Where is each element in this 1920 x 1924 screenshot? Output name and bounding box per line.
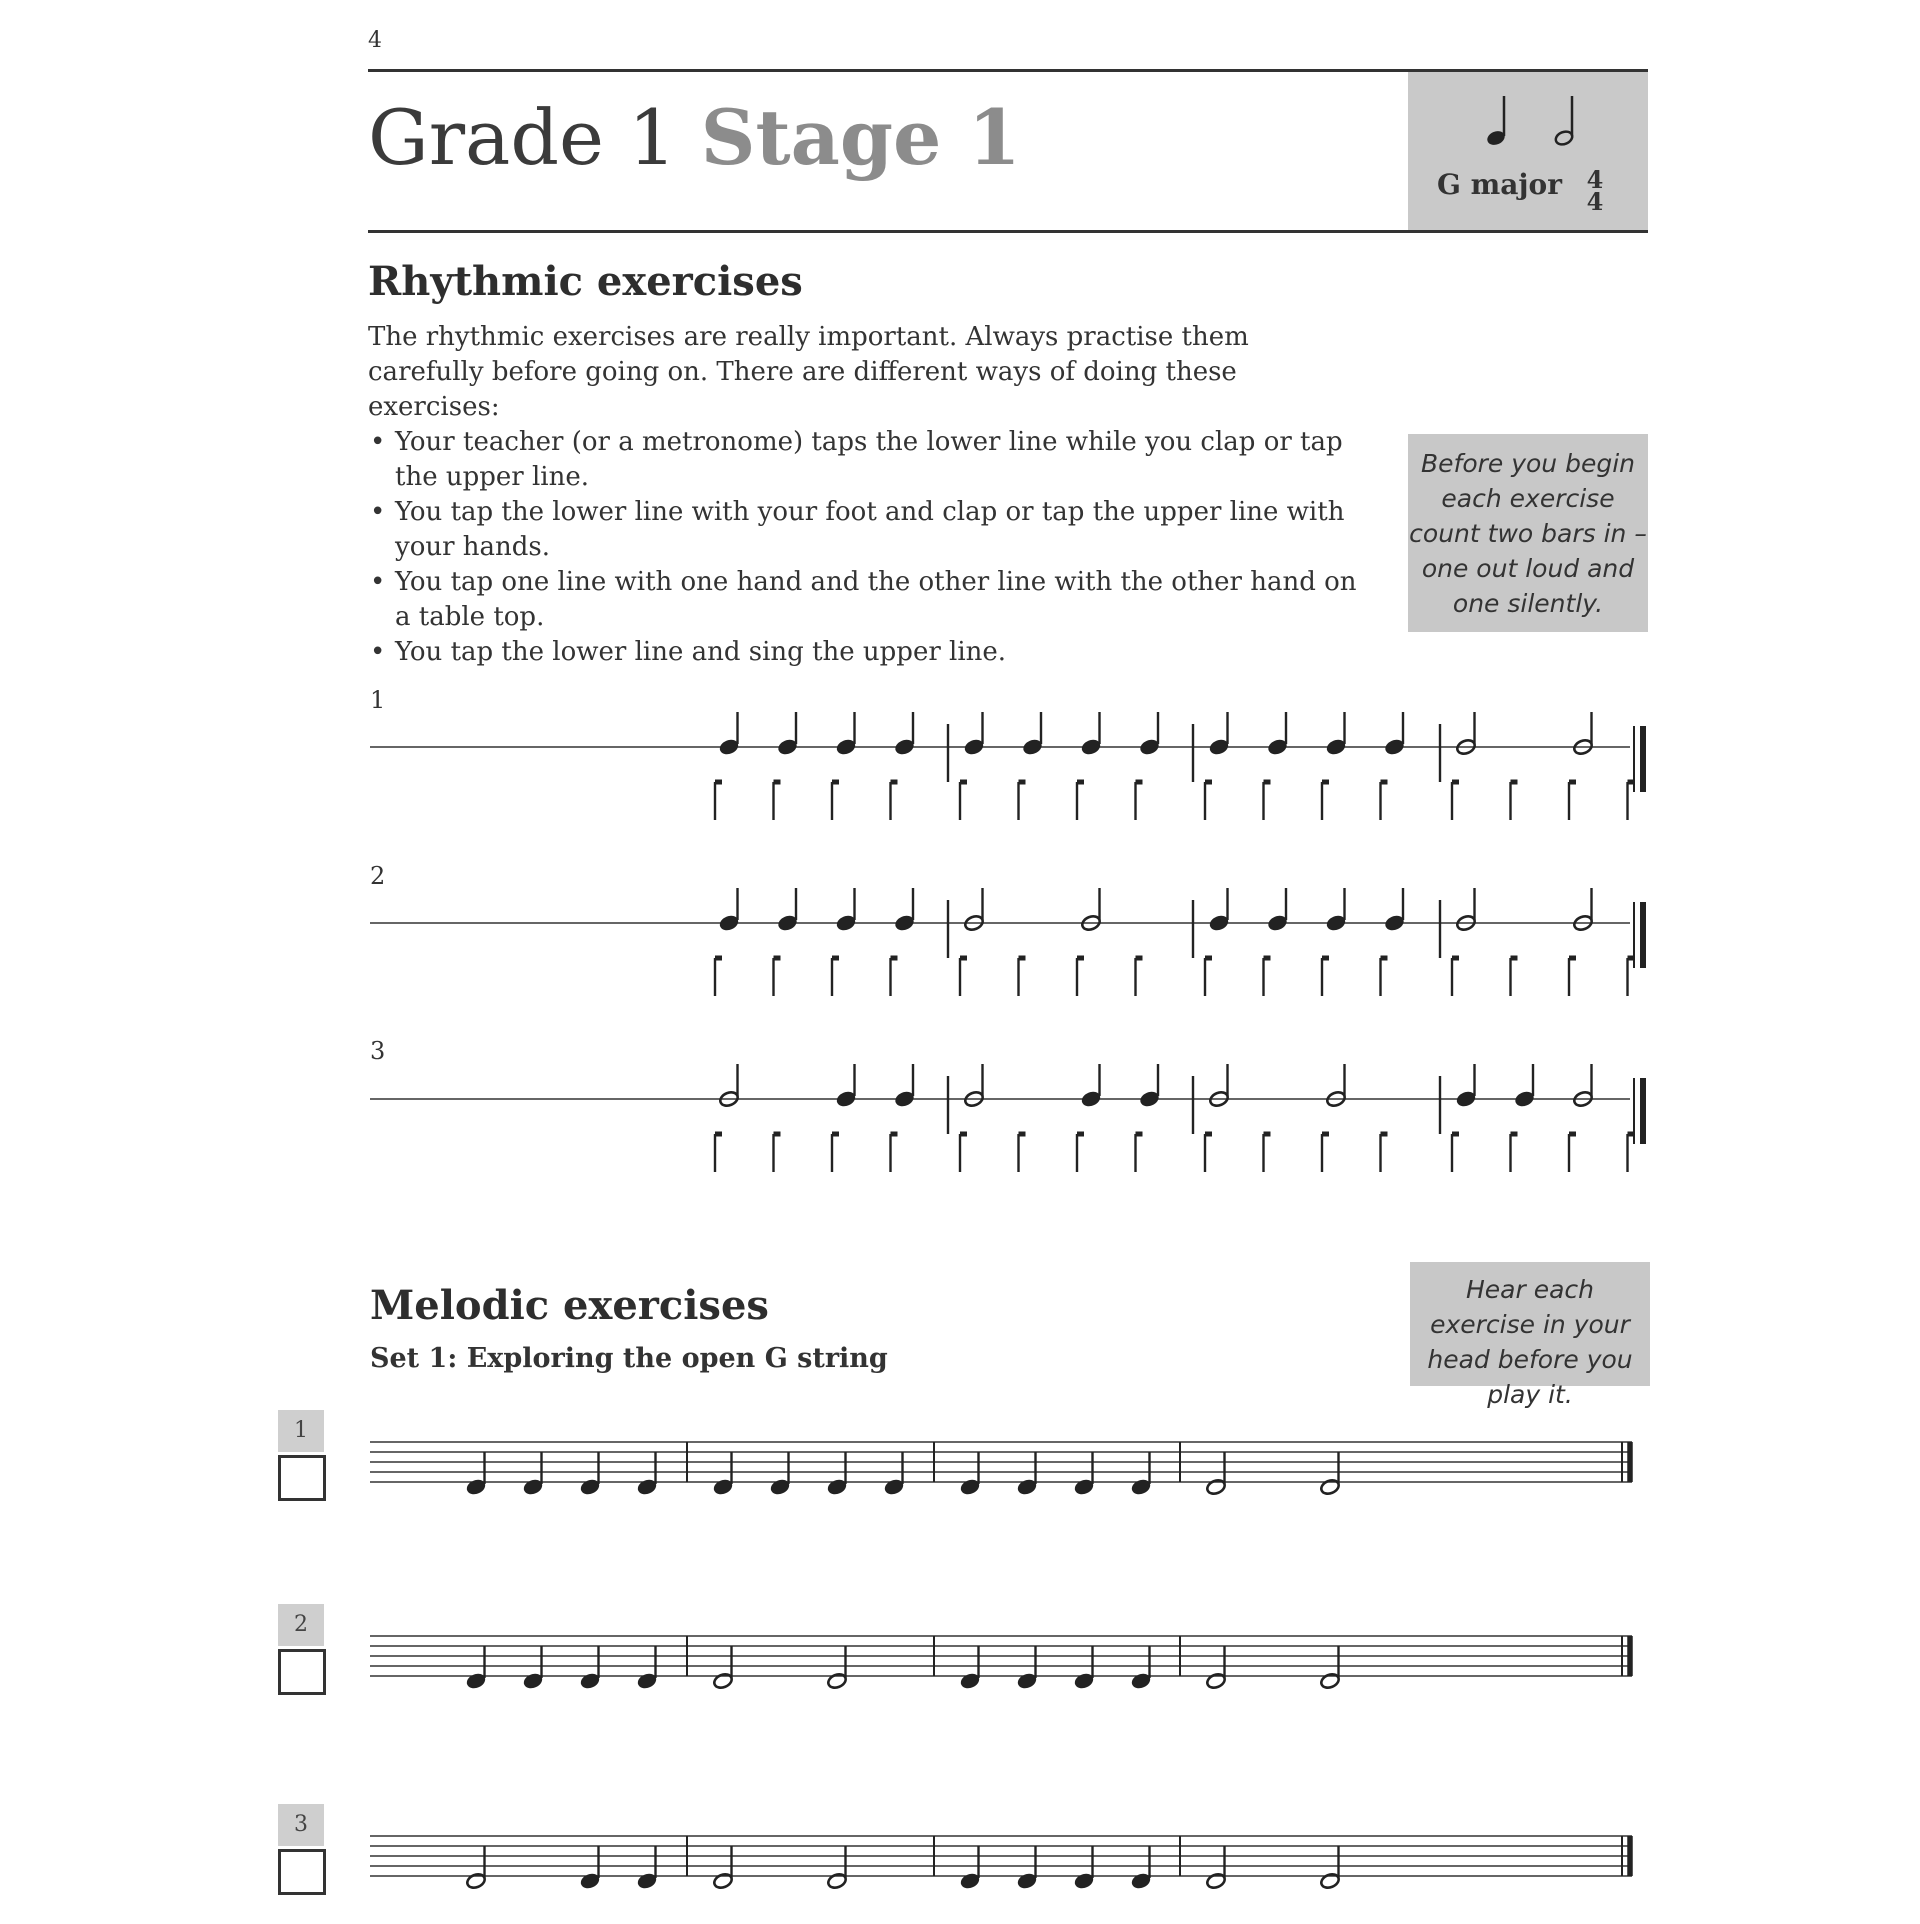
rhythmic-heading: Rhythmic exercises xyxy=(368,258,803,305)
crotchet-note xyxy=(1073,1846,1096,1891)
time-sig-bottom: 4 xyxy=(1586,187,1604,216)
pulse-beat xyxy=(832,782,839,820)
pulse-beat xyxy=(1511,782,1518,820)
practice-checkbox[interactable] xyxy=(278,1849,326,1895)
crotchet-note xyxy=(1383,712,1406,757)
crotchet-note xyxy=(1266,888,1289,933)
rhythmic-bullet: • You tap one line with one hand and the other line with the other hand on a table top. xyxy=(368,565,1358,635)
crotchet-note xyxy=(963,712,986,757)
crotchet-note xyxy=(718,888,741,933)
header-bottom-rule xyxy=(368,230,1648,233)
pulse-beat xyxy=(1205,1134,1212,1172)
page-number: 4 xyxy=(368,28,382,53)
minim-note xyxy=(1205,1452,1226,1496)
rhythm-exercise-1 xyxy=(370,700,1650,830)
crotchet-note xyxy=(1130,1846,1153,1891)
minim-note xyxy=(712,1646,733,1690)
melodic-exercise-number: 1 xyxy=(278,1410,324,1452)
pulse-beat xyxy=(1569,782,1576,820)
minim-note xyxy=(465,1846,486,1890)
crotchet-note xyxy=(1208,888,1231,933)
pulse-beat xyxy=(774,958,781,996)
minim-note xyxy=(1205,1646,1226,1690)
crotchet-note xyxy=(465,1452,488,1497)
rhythmic-bullet: • Your teacher (or a metronome) taps the lower line while you clap or tap the upper line. xyxy=(368,425,1358,495)
pulse-beat xyxy=(1452,782,1459,820)
minim-note xyxy=(1455,888,1476,932)
crotchet-note xyxy=(1080,712,1103,757)
minim-note xyxy=(1319,1646,1340,1690)
melodic-exercise-2 xyxy=(370,1614,1655,1724)
crotchet-note xyxy=(893,712,916,757)
pulse-beat xyxy=(1264,782,1271,820)
crotchet-note xyxy=(522,1646,545,1691)
minim-note xyxy=(963,888,984,932)
minim-note xyxy=(1319,1846,1340,1890)
crotchet-note xyxy=(1073,1646,1096,1691)
key-box-time-signature xyxy=(1580,165,1610,216)
rhythm-exercise-3 xyxy=(370,1052,1650,1182)
crotchet-note xyxy=(712,1452,735,1497)
pulse-beat xyxy=(832,958,839,996)
crotchet-note xyxy=(776,888,799,933)
crotchet-icon xyxy=(1485,96,1507,147)
crotchet-note xyxy=(1325,888,1348,933)
crotchet-note xyxy=(1266,712,1289,757)
pulse-beat xyxy=(1019,782,1026,820)
crotchet-note xyxy=(522,1452,545,1497)
rhythmic-instructions xyxy=(368,320,1358,670)
pulse-beat xyxy=(960,1134,967,1172)
set-heading: Set 1: Exploring the open G string xyxy=(370,1343,888,1374)
melodic-exercise-3 xyxy=(370,1814,1655,1924)
minim-note xyxy=(826,1846,847,1890)
pulse-beat xyxy=(1077,782,1084,820)
crotchet-note xyxy=(636,1846,659,1891)
pulse-beat xyxy=(1322,1134,1329,1172)
pulse-beat xyxy=(1019,958,1026,996)
pulse-beat xyxy=(774,1134,781,1172)
crotchet-note xyxy=(893,888,916,933)
crotchet-note xyxy=(636,1452,659,1497)
rhythmic-bullet: • You tap the lower line and sing the upper line. xyxy=(368,635,1358,670)
practice-checkbox[interactable] xyxy=(278,1649,326,1695)
crotchet-note xyxy=(893,1064,916,1109)
new-notes-display xyxy=(1480,92,1600,152)
crotchet-note xyxy=(1325,712,1348,757)
title-grade: Grade 1 xyxy=(368,93,677,182)
melodic-exercise-number: 3 xyxy=(278,1804,324,1846)
pulse-beat xyxy=(1136,958,1143,996)
crotchet-note xyxy=(465,1646,488,1691)
crotchet-note xyxy=(1016,1846,1039,1891)
minim-note xyxy=(963,1064,984,1108)
crotchet-note xyxy=(1138,712,1161,757)
crotchet-note xyxy=(1383,888,1406,933)
crotchet-note xyxy=(1073,1452,1096,1497)
crotchet-note xyxy=(959,1646,982,1691)
pulse-beat xyxy=(1136,1134,1143,1172)
pulse-beat xyxy=(960,782,967,820)
crotchet-note xyxy=(959,1452,982,1497)
minim-note xyxy=(1325,1064,1346,1108)
crotchet-note xyxy=(1208,712,1231,757)
rhythm-exercise-number: 2 xyxy=(370,862,386,890)
pulse-beat xyxy=(1019,1134,1026,1172)
pulse-beat xyxy=(1569,958,1576,996)
crotchet-note xyxy=(776,712,799,757)
pulse-beat xyxy=(1381,782,1388,820)
rhythmic-bullet: • You tap the lower line with your foot and clap or tap the upper line with your hands. xyxy=(368,495,1358,565)
minim-note xyxy=(1455,712,1476,756)
crotchet-note xyxy=(835,712,858,757)
crotchet-note xyxy=(579,1646,602,1691)
minim-note xyxy=(1572,1064,1593,1108)
pulse-beat xyxy=(774,782,781,820)
pulse-beat xyxy=(1511,1134,1518,1172)
melodic-exercise-number: 2 xyxy=(278,1604,324,1646)
page-title xyxy=(368,93,1021,182)
pulse-beat xyxy=(832,1134,839,1172)
minim-note xyxy=(1572,888,1593,932)
pulse-beat xyxy=(1077,958,1084,996)
pulse-beat xyxy=(1381,958,1388,996)
crotchet-note xyxy=(835,888,858,933)
crotchet-note xyxy=(718,712,741,757)
minim-note xyxy=(1205,1846,1226,1890)
pulse-beat xyxy=(1264,1134,1271,1172)
crotchet-note xyxy=(959,1846,982,1891)
crotchet-note xyxy=(1138,1064,1161,1109)
minim-note xyxy=(826,1646,847,1690)
crotchet-note xyxy=(1021,712,1044,757)
pulse-beat xyxy=(1205,958,1212,996)
rhythm-exercise-2 xyxy=(370,876,1650,1006)
pulse-beat xyxy=(1322,782,1329,820)
pulse-beat xyxy=(1264,958,1271,996)
crotchet-note xyxy=(579,1846,602,1891)
inner-hearing-note: Hear each exercise in your head before you play it. xyxy=(1410,1262,1650,1386)
melodic-heading: Melodic exercises xyxy=(370,1282,769,1329)
crotchet-note xyxy=(1130,1452,1153,1497)
minim-icon xyxy=(1554,96,1574,147)
minim-note xyxy=(1080,888,1101,932)
minim-note xyxy=(712,1846,733,1890)
rhythmic-bullet-list xyxy=(368,425,1358,670)
title-stage: Stage 1 xyxy=(700,93,1021,182)
rhythmic-intro: The rhythmic exercises are really important. Always practise them carefully before going on. There are different ways of doing these exercises: xyxy=(368,322,1249,422)
pulse-beat xyxy=(1136,782,1143,820)
pulse-beat xyxy=(891,1134,898,1172)
pulse-beat xyxy=(1381,1134,1388,1172)
crotchet-note xyxy=(1016,1646,1039,1691)
crotchet-note xyxy=(636,1646,659,1691)
pulse-beat xyxy=(715,1134,722,1172)
practice-checkbox[interactable] xyxy=(278,1455,326,1501)
minim-note xyxy=(1572,712,1593,756)
pulse-beat xyxy=(1511,958,1518,996)
pulse-beat xyxy=(1077,1134,1084,1172)
rhythm-exercise-number: 1 xyxy=(370,686,386,714)
crotchet-note xyxy=(835,1064,858,1109)
time-sig-top: 4 xyxy=(1586,165,1604,194)
pulse-beat xyxy=(1322,958,1329,996)
pulse-beat xyxy=(960,958,967,996)
crotchet-note xyxy=(1016,1452,1039,1497)
count-in-note: Before you begin each exercise count two bars in – one out loud and one silently. xyxy=(1408,434,1648,632)
crotchet-note xyxy=(1455,1064,1478,1109)
crotchet-note xyxy=(1513,1064,1536,1109)
pulse-beat xyxy=(715,958,722,996)
pulse-beat xyxy=(715,782,722,820)
crotchet-note xyxy=(826,1452,849,1497)
crotchet-note xyxy=(883,1452,906,1497)
pulse-beat xyxy=(1452,1134,1459,1172)
key-signature-label: G major xyxy=(1437,168,1562,201)
pulse-beat xyxy=(891,782,898,820)
minim-note xyxy=(1208,1064,1229,1108)
crotchet-note xyxy=(1130,1646,1153,1691)
pulse-beat xyxy=(1205,782,1212,820)
minim-note xyxy=(1319,1452,1340,1496)
crotchet-note xyxy=(769,1452,792,1497)
pulse-beat xyxy=(1569,1134,1576,1172)
pulse-beat xyxy=(1452,958,1459,996)
rhythm-exercise-number: 3 xyxy=(370,1037,386,1065)
crotchet-note xyxy=(1080,1064,1103,1109)
melodic-exercise-1 xyxy=(370,1420,1655,1530)
crotchet-note xyxy=(579,1452,602,1497)
pulse-beat xyxy=(891,958,898,996)
minim-note xyxy=(718,1064,739,1108)
